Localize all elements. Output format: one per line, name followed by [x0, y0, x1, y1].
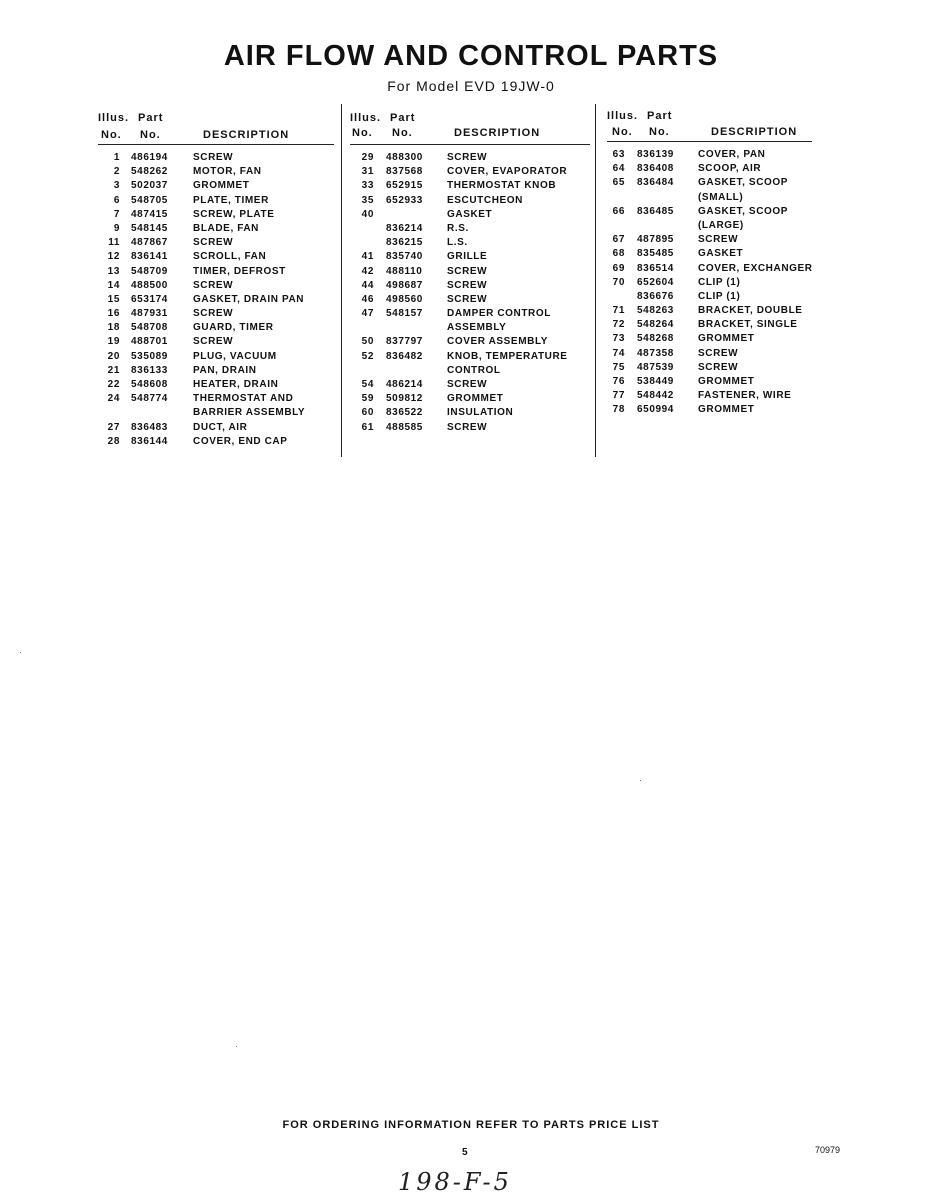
part-number: 498687 — [386, 279, 423, 291]
table-row — [607, 277, 812, 291]
illus-number: 72 — [612, 319, 625, 331]
part-number: 548262 — [131, 166, 168, 178]
table-row — [98, 223, 334, 237]
illus-number: 18 — [107, 322, 120, 334]
illus-header: Illus. — [607, 110, 639, 122]
illus-number: 11 — [108, 237, 120, 249]
model-subtitle: For Model EVD 19JW-0 — [387, 78, 555, 94]
table-row — [98, 251, 334, 265]
part-number: 836215 — [386, 237, 423, 249]
part-description: BARRIER ASSEMBLY — [193, 407, 306, 419]
part-description: GROMMET — [193, 180, 250, 192]
illus-number: 3 — [113, 180, 120, 192]
table-row — [350, 379, 590, 393]
ordering-footer: FOR ORDERING INFORMATION REFER TO PARTS PRICE LIST — [282, 1119, 660, 1131]
table-row — [607, 404, 812, 418]
part-number: 837568 — [386, 166, 423, 178]
page-title: AIR FLOW AND CONTROL PARTS — [223, 40, 719, 72]
handwritten-note: 198-F-5 — [398, 1168, 512, 1196]
illus-number: 1 — [113, 152, 120, 163]
table-row — [350, 322, 590, 336]
part-number: 836485 — [637, 205, 674, 217]
illus-number: 59 — [361, 393, 374, 405]
part-description: HEATER, DRAIN — [193, 379, 279, 390]
table-row — [607, 177, 812, 191]
part-description: CLIP (1) — [698, 290, 741, 302]
part-description: SCREW — [193, 152, 234, 163]
table-row — [98, 294, 334, 308]
part-number: 836214 — [386, 222, 423, 234]
table-row — [607, 348, 812, 362]
table-row — [607, 291, 812, 305]
table-row — [98, 351, 334, 365]
part-description: COVER, EXCHANGER — [698, 262, 813, 274]
description-header: DESCRIPTION — [203, 129, 290, 141]
part-description: FASTENER, WIRE — [698, 390, 792, 402]
part-number: 836483 — [131, 421, 168, 433]
column-header — [350, 108, 590, 145]
part-header: Part — [390, 112, 416, 124]
table-row — [607, 163, 812, 177]
part-number: 652915 — [386, 180, 423, 192]
illus-number: 69 — [612, 262, 625, 274]
table-row — [350, 351, 590, 365]
column-divider — [341, 104, 342, 457]
part-description: L.S. — [447, 237, 468, 249]
table-row — [98, 180, 334, 194]
table-row — [98, 266, 334, 280]
part-description: DUCT, AIR — [193, 421, 248, 433]
table-row — [607, 263, 812, 277]
part-description: GROMMET — [698, 376, 755, 387]
part-number: 650994 — [637, 404, 674, 416]
table-row — [350, 365, 590, 379]
part-description: GROMMET — [698, 404, 755, 416]
part-number: 538449 — [637, 376, 674, 387]
table-row — [350, 251, 590, 265]
table-row — [350, 407, 590, 421]
table-row — [98, 422, 334, 436]
part-description: INSULATION — [447, 407, 514, 419]
table-row — [350, 180, 590, 194]
part-number: 836514 — [637, 262, 674, 274]
illus-number: 21 — [107, 364, 120, 376]
part-number: 837797 — [386, 336, 423, 348]
part-description: SCREW — [193, 336, 234, 348]
illus-number: 75 — [612, 361, 625, 373]
illus-number: 20 — [107, 350, 120, 362]
illus-number: 68 — [612, 248, 625, 260]
scan-speck — [20, 652, 21, 653]
part-description: PAN, DRAIN — [193, 364, 257, 376]
illus-number: 33 — [361, 180, 374, 192]
illus-no-header: No. — [352, 127, 373, 139]
part-number: 488300 — [386, 152, 423, 163]
part-number: 535089 — [131, 350, 168, 362]
illus-no-header: No. — [101, 129, 122, 141]
illus-number: 2 — [113, 166, 120, 178]
part-number: 652604 — [637, 276, 674, 288]
part-number: 836408 — [637, 163, 674, 175]
description-header: DESCRIPTION — [454, 127, 541, 139]
illus-number: 40 — [361, 208, 374, 220]
table-row — [607, 305, 812, 319]
illus-number: 35 — [361, 194, 374, 206]
document-code: 70979 — [815, 1145, 841, 1155]
part-description: GROMMET — [698, 333, 755, 345]
part-number: 487931 — [131, 308, 168, 320]
part-description: KNOB, TEMPERATURE — [447, 350, 568, 362]
illus-number: 64 — [612, 163, 625, 175]
part-description: GASKET, SCOOP — [698, 205, 789, 217]
illus-number: 67 — [612, 234, 625, 246]
illus-number: 44 — [361, 279, 374, 291]
part-number: 548608 — [131, 379, 168, 390]
illus-number: 61 — [361, 421, 374, 433]
illus-number: 12 — [107, 251, 120, 263]
part-description: ASSEMBLY — [447, 322, 507, 334]
part-number: 548145 — [131, 222, 168, 234]
illus-number: 78 — [612, 404, 625, 416]
part-description: TIMER, DEFROST — [193, 265, 286, 277]
illus-number: 9 — [113, 222, 120, 234]
table-row — [607, 362, 812, 376]
illus-number: 66 — [612, 205, 625, 217]
part-description: SCREW — [447, 279, 488, 291]
part-header: Part — [647, 110, 673, 122]
part-number: 835485 — [637, 248, 674, 260]
part-number: 488110 — [386, 265, 423, 277]
part-no-header: No. — [392, 127, 413, 139]
part-number: 653174 — [131, 293, 168, 305]
table-row — [98, 407, 334, 421]
illus-no-header: No. — [612, 126, 633, 138]
table-row — [350, 422, 590, 436]
table-row — [350, 152, 590, 166]
part-description: SCREW — [447, 421, 488, 433]
table-row — [607, 220, 812, 234]
table-row — [98, 322, 334, 336]
part-description: SCREW — [447, 293, 488, 305]
illus-number: 6 — [113, 194, 120, 206]
illus-number: 14 — [107, 279, 120, 291]
part-number: 548264 — [637, 319, 674, 331]
illus-number: 19 — [107, 336, 120, 348]
illus-number: 7 — [113, 208, 120, 220]
illus-number: 46 — [361, 293, 374, 305]
parts-column-1 — [98, 108, 334, 450]
table-row — [350, 294, 590, 308]
part-description: GASKET, DRAIN PAN — [193, 293, 305, 305]
part-description: GROMMET — [447, 393, 504, 405]
column-header — [607, 108, 812, 142]
part-description: GASKET, SCOOP — [698, 177, 789, 189]
part-number: 836144 — [131, 435, 168, 447]
illus-number: 65 — [612, 177, 625, 189]
part-number: 836522 — [386, 407, 423, 419]
parts-column-2 — [350, 108, 590, 436]
part-description: CLIP (1) — [698, 276, 741, 288]
table-row — [98, 280, 334, 294]
illus-number: 42 — [361, 265, 374, 277]
part-description: COVER, EVAPORATOR — [447, 166, 568, 178]
illus-number: 29 — [361, 152, 374, 163]
part-number: 836484 — [637, 177, 674, 189]
part-number: 488500 — [131, 279, 168, 291]
part-description: THERMOSTAT KNOB — [447, 180, 557, 192]
illus-number: 54 — [361, 379, 374, 390]
part-number: 835740 — [386, 251, 423, 263]
part-number: 548263 — [637, 305, 674, 317]
illus-number: 71 — [612, 305, 625, 317]
table-row — [98, 166, 334, 180]
table-row — [350, 336, 590, 350]
illus-header: Illus. — [350, 112, 382, 124]
part-description: COVER ASSEMBLY — [447, 336, 549, 348]
illus-number: 52 — [361, 350, 374, 362]
illus-number: 15 — [107, 293, 120, 305]
part-number: 548708 — [131, 322, 168, 334]
part-description: PLATE, TIMER — [193, 194, 269, 206]
illus-number: 47 — [361, 308, 374, 320]
table-row — [350, 308, 590, 322]
part-number: 548268 — [637, 333, 674, 345]
part-description: SCREW — [193, 308, 234, 320]
part-number: 488585 — [386, 421, 423, 433]
table-row — [350, 195, 590, 209]
illus-number: 76 — [612, 376, 625, 387]
illus-number: 77 — [612, 390, 625, 402]
table-row — [98, 308, 334, 322]
part-description: BRACKET, SINGLE — [698, 319, 798, 331]
table-row — [98, 379, 334, 393]
part-number: 487867 — [131, 237, 168, 249]
table-row — [350, 223, 590, 237]
illus-number: 31 — [361, 166, 374, 178]
part-no-header: No. — [649, 126, 670, 138]
part-number: 652933 — [386, 194, 423, 206]
part-description: DAMPER CONTROL — [447, 308, 551, 320]
table-row — [350, 166, 590, 180]
table-row — [98, 195, 334, 209]
part-description: ESCUTCHEON — [447, 194, 524, 206]
part-number: 836133 — [131, 364, 168, 376]
illus-number: 28 — [107, 435, 120, 447]
table-row — [607, 390, 812, 404]
scan-speck — [640, 780, 641, 781]
illus-number: 74 — [612, 347, 625, 359]
table-row — [607, 206, 812, 220]
part-number: 487358 — [637, 347, 674, 359]
part-number: 836139 — [637, 149, 674, 160]
part-description: SCREW — [698, 361, 739, 373]
column-divider — [595, 104, 596, 457]
illus-number: 22 — [107, 379, 120, 390]
table-row — [98, 237, 334, 251]
parts-rows — [350, 152, 590, 436]
table-row — [607, 376, 812, 390]
part-number: 488701 — [131, 336, 168, 348]
part-description: GASKET — [447, 208, 493, 220]
table-row — [350, 393, 590, 407]
part-description: SCREW — [193, 279, 234, 291]
table-row — [350, 237, 590, 251]
illus-number: 60 — [361, 407, 374, 419]
table-row — [607, 248, 812, 262]
table-row — [98, 436, 334, 450]
table-row — [98, 393, 334, 407]
part-number: 836482 — [386, 350, 423, 362]
part-number: 836676 — [637, 290, 674, 302]
table-row — [607, 192, 812, 206]
parts-rows — [607, 149, 812, 419]
table-row — [607, 149, 812, 163]
part-description: MOTOR, FAN — [193, 166, 262, 178]
part-description: COVER, PAN — [698, 149, 766, 160]
page-number: 5 — [462, 1147, 468, 1158]
illus-number: 16 — [107, 308, 120, 320]
illus-number: 24 — [107, 393, 120, 405]
illus-number: 73 — [612, 333, 625, 345]
part-description: SCREW, PLATE — [193, 208, 275, 220]
part-description: SCREW — [447, 152, 488, 163]
part-description: SCREW — [698, 234, 739, 246]
illus-number: 13 — [107, 265, 120, 277]
illus-number: 63 — [612, 149, 625, 160]
part-header: Part — [138, 112, 164, 124]
parts-rows — [98, 152, 334, 450]
part-description: COVER, END CAP — [193, 435, 288, 447]
part-number: 548157 — [386, 308, 423, 320]
table-row — [350, 209, 590, 223]
column-header — [98, 108, 334, 145]
part-number: 498560 — [386, 293, 423, 305]
illus-number: 41 — [361, 251, 374, 263]
part-description: SCREW — [193, 237, 234, 249]
illus-number: 27 — [107, 421, 120, 433]
part-number: 487415 — [131, 208, 168, 220]
part-number: 487539 — [637, 361, 674, 373]
part-description: THERMOSTAT AND — [193, 393, 294, 405]
part-number: 548709 — [131, 265, 168, 277]
part-number: 548705 — [131, 194, 168, 206]
part-description: BLADE, FAN — [193, 222, 259, 234]
part-number: 836141 — [131, 251, 168, 263]
part-description: PLUG, VACUUM — [193, 350, 277, 362]
part-description: SCREW — [447, 265, 488, 277]
table-row — [607, 333, 812, 347]
part-number: 548442 — [637, 390, 674, 402]
part-number: 487895 — [637, 234, 674, 246]
part-description: R.S. — [447, 222, 469, 234]
part-number: 509812 — [386, 393, 423, 405]
scan-speck — [236, 1046, 237, 1047]
part-number: 486214 — [386, 379, 423, 390]
table-row — [98, 209, 334, 223]
table-row — [98, 152, 334, 166]
part-description: BRACKET, DOUBLE — [698, 305, 803, 317]
description-header: DESCRIPTION — [711, 126, 798, 138]
part-number: 548774 — [131, 393, 168, 405]
table-row — [607, 234, 812, 248]
parts-column-3 — [607, 108, 812, 419]
table-row — [607, 319, 812, 333]
part-description: GASKET — [698, 248, 744, 260]
part-description: SCOOP, AIR — [698, 163, 762, 175]
part-description: CONTROL — [447, 364, 501, 376]
illus-number: 50 — [361, 336, 374, 348]
part-description: GUARD, TIMER — [193, 322, 274, 334]
part-no-header: No. — [140, 129, 161, 141]
table-row — [350, 266, 590, 280]
part-number: 486194 — [131, 152, 168, 163]
illus-header: Illus. — [98, 112, 130, 124]
part-description: GRILLE — [447, 251, 488, 263]
part-description: SCROLL, FAN — [193, 251, 267, 263]
part-number: 502037 — [131, 180, 168, 192]
table-row — [98, 336, 334, 350]
part-description: (LARGE) — [698, 219, 744, 231]
part-description: (SMALL) — [698, 191, 744, 203]
part-description: SCREW — [447, 379, 488, 390]
part-description: SCREW — [698, 347, 739, 359]
illus-number: 70 — [612, 276, 625, 288]
table-row — [98, 365, 334, 379]
table-row — [350, 280, 590, 294]
